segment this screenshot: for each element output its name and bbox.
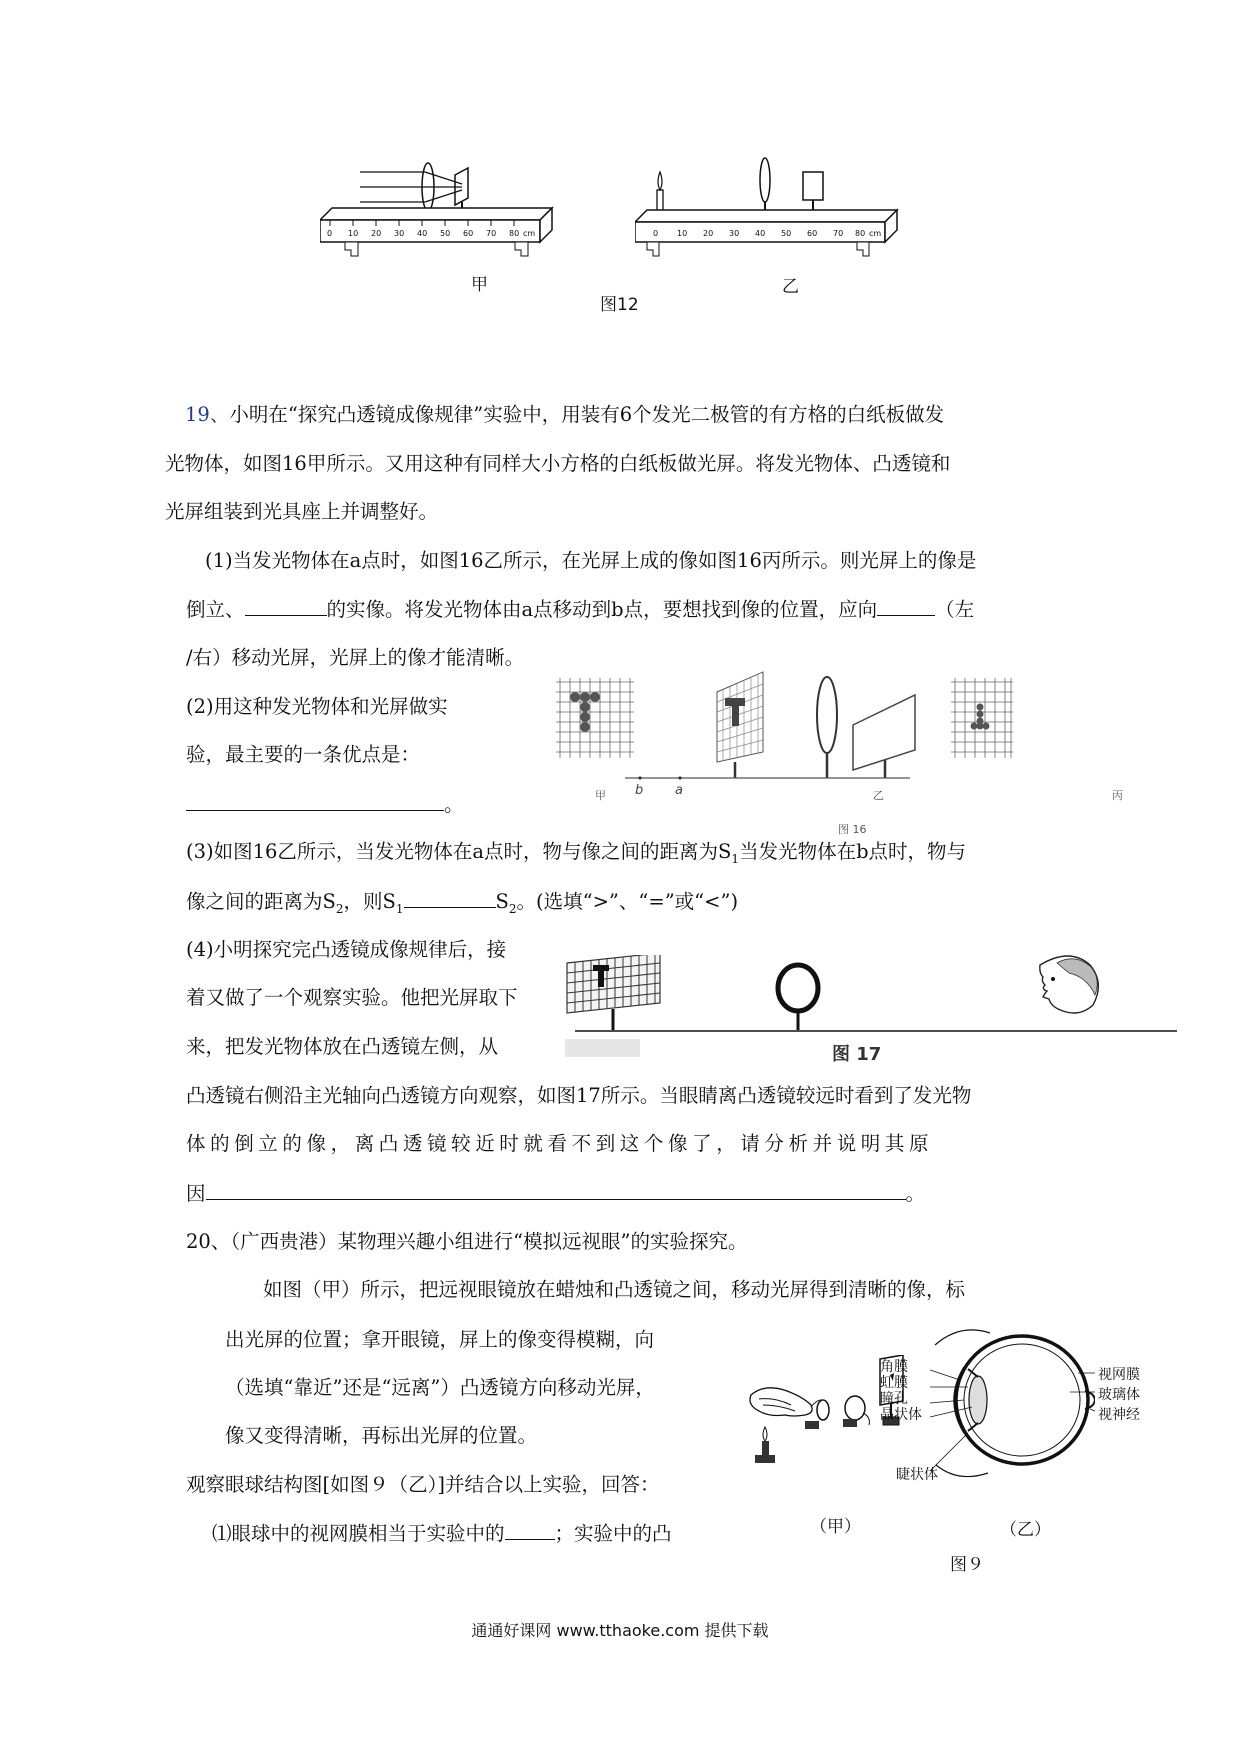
- q19-part4-text: 因: [186, 1182, 206, 1205]
- figure-9-label-yi: （乙）: [1000, 1520, 1051, 1540]
- answer-blank-compare[interactable]: [404, 889, 496, 908]
- ruler-tick: 20: [371, 229, 382, 238]
- q19-part1-line-1: (1)当发光物体在a点时，如图16乙所示，在光屏上成的像如图16丙所示。则光屏上的像是: [205, 549, 977, 572]
- figure-16-label-bing: 丙: [1112, 789, 1123, 802]
- q19-intro-line-3: 光屏组装到光具座上并调整好。: [165, 500, 439, 523]
- ruler-tick: 30: [729, 229, 740, 238]
- answer-blank-image-type[interactable]: [245, 597, 327, 616]
- eye-label-retina: 视网膜: [1098, 1367, 1140, 1383]
- figure-12: [320, 150, 620, 290]
- ruler-tick: 80: [509, 229, 520, 238]
- ruler-tick: 40: [755, 229, 766, 238]
- q19-part3-line-1: [186, 840, 966, 871]
- q19-intro-text: 小明在“探究凸透镜成像规律”实验中，用装有6个发光二极管的有方格的白纸板做发: [229, 403, 945, 426]
- q20-line-5: 观察眼球结构图[如图９（乙）]并结合以上实验，回答：: [186, 1473, 660, 1496]
- answer-blank-advantage[interactable]: [186, 792, 444, 811]
- subscript: 1: [731, 851, 740, 866]
- q19-part1-line-3: /右）移动光屏，光屏上的像才能清晰。: [186, 646, 525, 669]
- eye-label-lens: 晶状体: [880, 1407, 922, 1423]
- ruler-tick: 10: [677, 229, 688, 238]
- figure-16-label-jia: 甲: [595, 789, 606, 802]
- figure-17-caption: 图 17: [832, 1044, 882, 1065]
- ruler-tick: 50: [440, 229, 451, 238]
- subscript: 2: [508, 901, 517, 916]
- q19-number: 19、: [185, 403, 230, 426]
- q19-part3-text: ，则S: [343, 890, 396, 913]
- ruler-tick: 60: [807, 229, 818, 238]
- point-a-label: a: [675, 783, 683, 798]
- q19-part4-end: 。: [905, 1182, 926, 1205]
- answer-blank-retina[interactable]: [505, 1521, 555, 1540]
- q19-part4-line-6: [186, 1181, 925, 1206]
- figure-12-label-yi: 乙: [782, 277, 799, 297]
- q19-part1-line-2: [186, 597, 974, 622]
- q20-text: 出光屏的位置；拿开眼镜，屏上的像变得模糊，向: [225, 1328, 655, 1351]
- figure-12-yi: [635, 150, 910, 290]
- eye-label-cornea: 角膜: [880, 1359, 908, 1375]
- ruler-tick: 20: [703, 229, 714, 238]
- ruler-tick: 0: [327, 229, 333, 238]
- q19-part1-text: 的实像。将发光物体由a点移动到b点，要想找到像的位置，应向: [326, 598, 878, 621]
- q20-line-3: （选填“靠近”还是“远离”）凸透镜方向移动光屏，: [225, 1376, 655, 1399]
- q19-part3-text: 。(选填“>”、“=”或“<”): [516, 890, 739, 913]
- q19-part4-line-1: (4)小明探究完凸透镜成像规律后，接: [186, 938, 507, 961]
- figure-9-caption: 图９: [950, 1555, 984, 1575]
- subscript: 2: [335, 901, 344, 916]
- ruler-unit: cm: [523, 229, 536, 238]
- ruler-tick: 10: [348, 229, 359, 238]
- q19-part3-text: S: [495, 890, 509, 913]
- eye-label-ciliary: 睫状体: [896, 1467, 938, 1483]
- q20-line-4: 像又变得清晰，再标出光屏的位置。: [225, 1424, 538, 1447]
- q20-line-1: 如图（甲）所示，把远视眼镜放在蜡烛和凸透镜之间，移动光屏得到清晰的像，标: [263, 1278, 966, 1301]
- eye-labels-right: [1098, 1365, 1140, 1425]
- ruler-tick: 80: [855, 229, 866, 238]
- point-b-label: b: [635, 783, 644, 798]
- figure-16: [555, 670, 1015, 830]
- q19-part2-line-1: (2)用这种发光物体和光屏做实: [186, 695, 448, 718]
- q20-line-6: [212, 1521, 672, 1546]
- q19-part2-end: 。: [444, 793, 464, 816]
- figure-16-label-yi: 乙: [873, 789, 884, 802]
- eye-label-pupil: 瞳孔: [880, 1391, 908, 1407]
- q19-part3-text: 像之间的距离为S: [186, 890, 336, 913]
- q19-part2-line-2: 验，最主要的一条优点是：: [186, 743, 421, 766]
- subscript: 1: [395, 901, 404, 916]
- q19-part2-line-3: [186, 792, 464, 817]
- q19-part1-text: （左: [935, 598, 975, 621]
- ruler-tick: 30: [394, 229, 405, 238]
- q20-title: 20、（广西贵港）某物理兴趣小组进行“模拟远视眼”的实验探究。: [186, 1230, 748, 1253]
- eye-label-optic-nerve: 视神经: [1098, 1407, 1140, 1423]
- ruler-tick: 50: [781, 229, 792, 238]
- q20-text: ；实验中的凸: [554, 1522, 672, 1545]
- q20-text: ⑴眼球中的视网膜相当于实验中的: [212, 1522, 505, 1545]
- ruler-unit: cm: [869, 229, 882, 238]
- answer-blank-direction[interactable]: [877, 597, 935, 616]
- eye-label-vitreous: 玻璃体: [1098, 1387, 1140, 1403]
- ruler-tick: 40: [417, 229, 428, 238]
- ruler-tick: 60: [463, 229, 474, 238]
- figure-9-yi: [930, 1325, 1095, 1500]
- q19-part4-line-4: 凸透镜右侧沿主光轴向凸透镜方向观察，如图17所示。当眼睛离凸透镜较远时看到了发光物: [186, 1084, 972, 1107]
- answer-blank-reason[interactable]: [206, 1181, 906, 1200]
- q19-intro-line-1: [185, 403, 944, 427]
- q19-part4-line-2: 着又做了一个观察实验。他把光屏取下: [186, 986, 518, 1009]
- ruler-tick: 70: [486, 229, 497, 238]
- q19-intro-line-2: 光物体，如图16甲所示。又用这种有同样大小方格的白纸板做光屏。将发光物体、凸透镜和: [165, 452, 951, 475]
- page-footer: 通通好课网 www.tthaoke.com 提供下载: [471, 1621, 769, 1640]
- q19-part3-line-2: [186, 889, 738, 921]
- q19-part1-text: 倒立、: [186, 598, 245, 621]
- ruler-tick: 0: [653, 229, 659, 238]
- figure-12-label-jia: 甲: [471, 275, 488, 295]
- q19-part3-text: (3)如图16乙所示，当发光物体在a点时，物与像之间的距离为S: [186, 840, 732, 863]
- q19-part4-line-5: 体的倒立的像，离凸透镜较近时就看不到这个像了，请分析并说明其原: [186, 1132, 934, 1155]
- eye-labels-left: [880, 1359, 922, 1423]
- figure-9-label-jia: （甲）: [810, 1517, 861, 1537]
- ruler-tick: 70: [833, 229, 844, 238]
- q19-part3-text: 当发光物体在b点时，物与: [739, 840, 967, 863]
- eye-label-iris: 虹膜: [880, 1375, 908, 1391]
- figure-16-caption: 图 16: [838, 823, 867, 836]
- figure-12-caption: 图12: [600, 295, 639, 315]
- q19-part4-line-3: 来，把发光物体放在凸透镜左侧，从: [186, 1035, 499, 1058]
- q20-line-2: [225, 1327, 654, 1352]
